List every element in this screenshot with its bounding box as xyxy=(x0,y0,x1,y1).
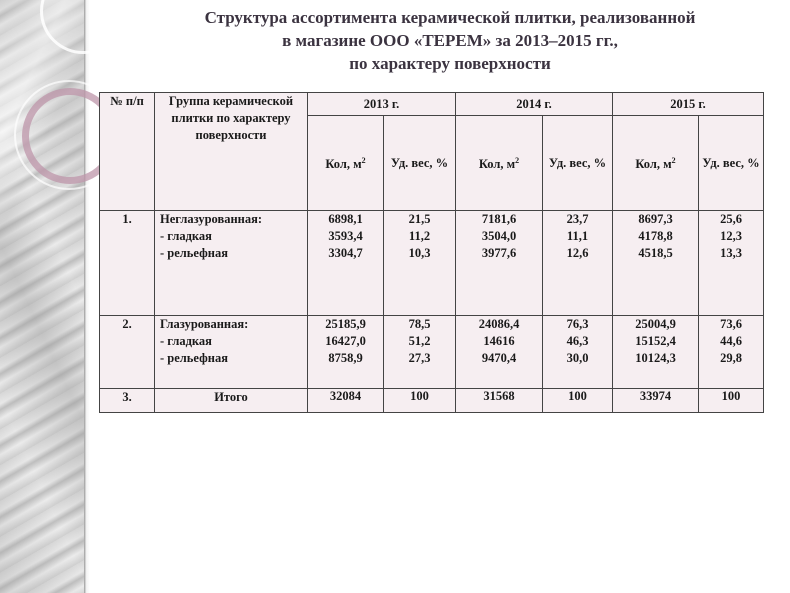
title-line-3: по характеру поверхности xyxy=(349,54,551,73)
cell-2015-share: 73,6 44,6 29,8 xyxy=(699,316,764,389)
cell-2013-qty: 6898,1 3593,4 3304,7 xyxy=(308,211,384,316)
title-line-2: в магазине ООО «ТЕРЕМ» за 2013–2015 гг., xyxy=(282,31,618,50)
cell-2015-share: 25,6 12,3 13,3 xyxy=(699,211,764,316)
total-2014-qty: 31568 xyxy=(456,389,543,413)
cell-2013-share: 21,5 11,2 10,3 xyxy=(384,211,456,316)
header-share: Уд. вес, % xyxy=(543,116,613,211)
header-qty: Кол, $м^2$ xyxy=(456,116,543,211)
header-year-2014: 2014 г. xyxy=(456,93,613,116)
header-share: Уд. вес, % xyxy=(699,116,764,211)
cell-2014-share: 76,3 46,3 30,0 xyxy=(543,316,613,389)
assortment-table xyxy=(99,92,764,413)
cell-2015-qty: 8697,3 4178,8 4518,5 xyxy=(613,211,699,316)
cell-2013-share: 78,5 51,2 27,3 xyxy=(384,316,456,389)
header-year-2015: 2015 г. xyxy=(613,93,764,116)
slide-title xyxy=(150,6,750,75)
cell-2014-share: 23,7 11,1 12,6 xyxy=(543,211,613,316)
header-num: № п/п xyxy=(100,93,155,211)
total-2013-qty: 32084 xyxy=(308,389,384,413)
total-2013-share: 100 xyxy=(384,389,456,413)
total-2015-qty: 33974 xyxy=(613,389,699,413)
table-row xyxy=(100,316,764,389)
title-line-1: Структура ассортимента керамической плитки, реализованной xyxy=(204,8,696,27)
cell-2013-qty: 25185,9 16427,0 8758,9 xyxy=(308,316,384,389)
cell-2014-qty: 24086,4 14616 9470,4 xyxy=(456,316,543,389)
header-qty: Кол, $м^2$ xyxy=(308,116,384,211)
total-2015-share: 100 xyxy=(699,389,764,413)
cell-2014-qty: 7181,6 3504,0 3977,6 xyxy=(456,211,543,316)
header-group: Группа керамической плитки по характеру поверхности xyxy=(155,93,308,211)
table-row xyxy=(100,211,764,316)
row-num: 1. xyxy=(100,211,155,316)
header-share: Уд. вес, % xyxy=(384,116,456,211)
header-year-2013: 2013 г. xyxy=(308,93,456,116)
row-num: 3. xyxy=(100,389,155,413)
row-group: Глазурованная: - гладкая - рельефная xyxy=(155,316,308,389)
header-qty: Кол, $м^2$ xyxy=(613,116,699,211)
cell-2015-qty: 25004,9 15152,4 10124,3 xyxy=(613,316,699,389)
row-group: Неглазурованная: - гладкая - рельефная xyxy=(155,211,308,316)
table-row-total xyxy=(100,389,764,413)
row-num: 2. xyxy=(100,316,155,389)
total-label: Итого xyxy=(155,389,308,413)
total-2014-share: 100 xyxy=(543,389,613,413)
